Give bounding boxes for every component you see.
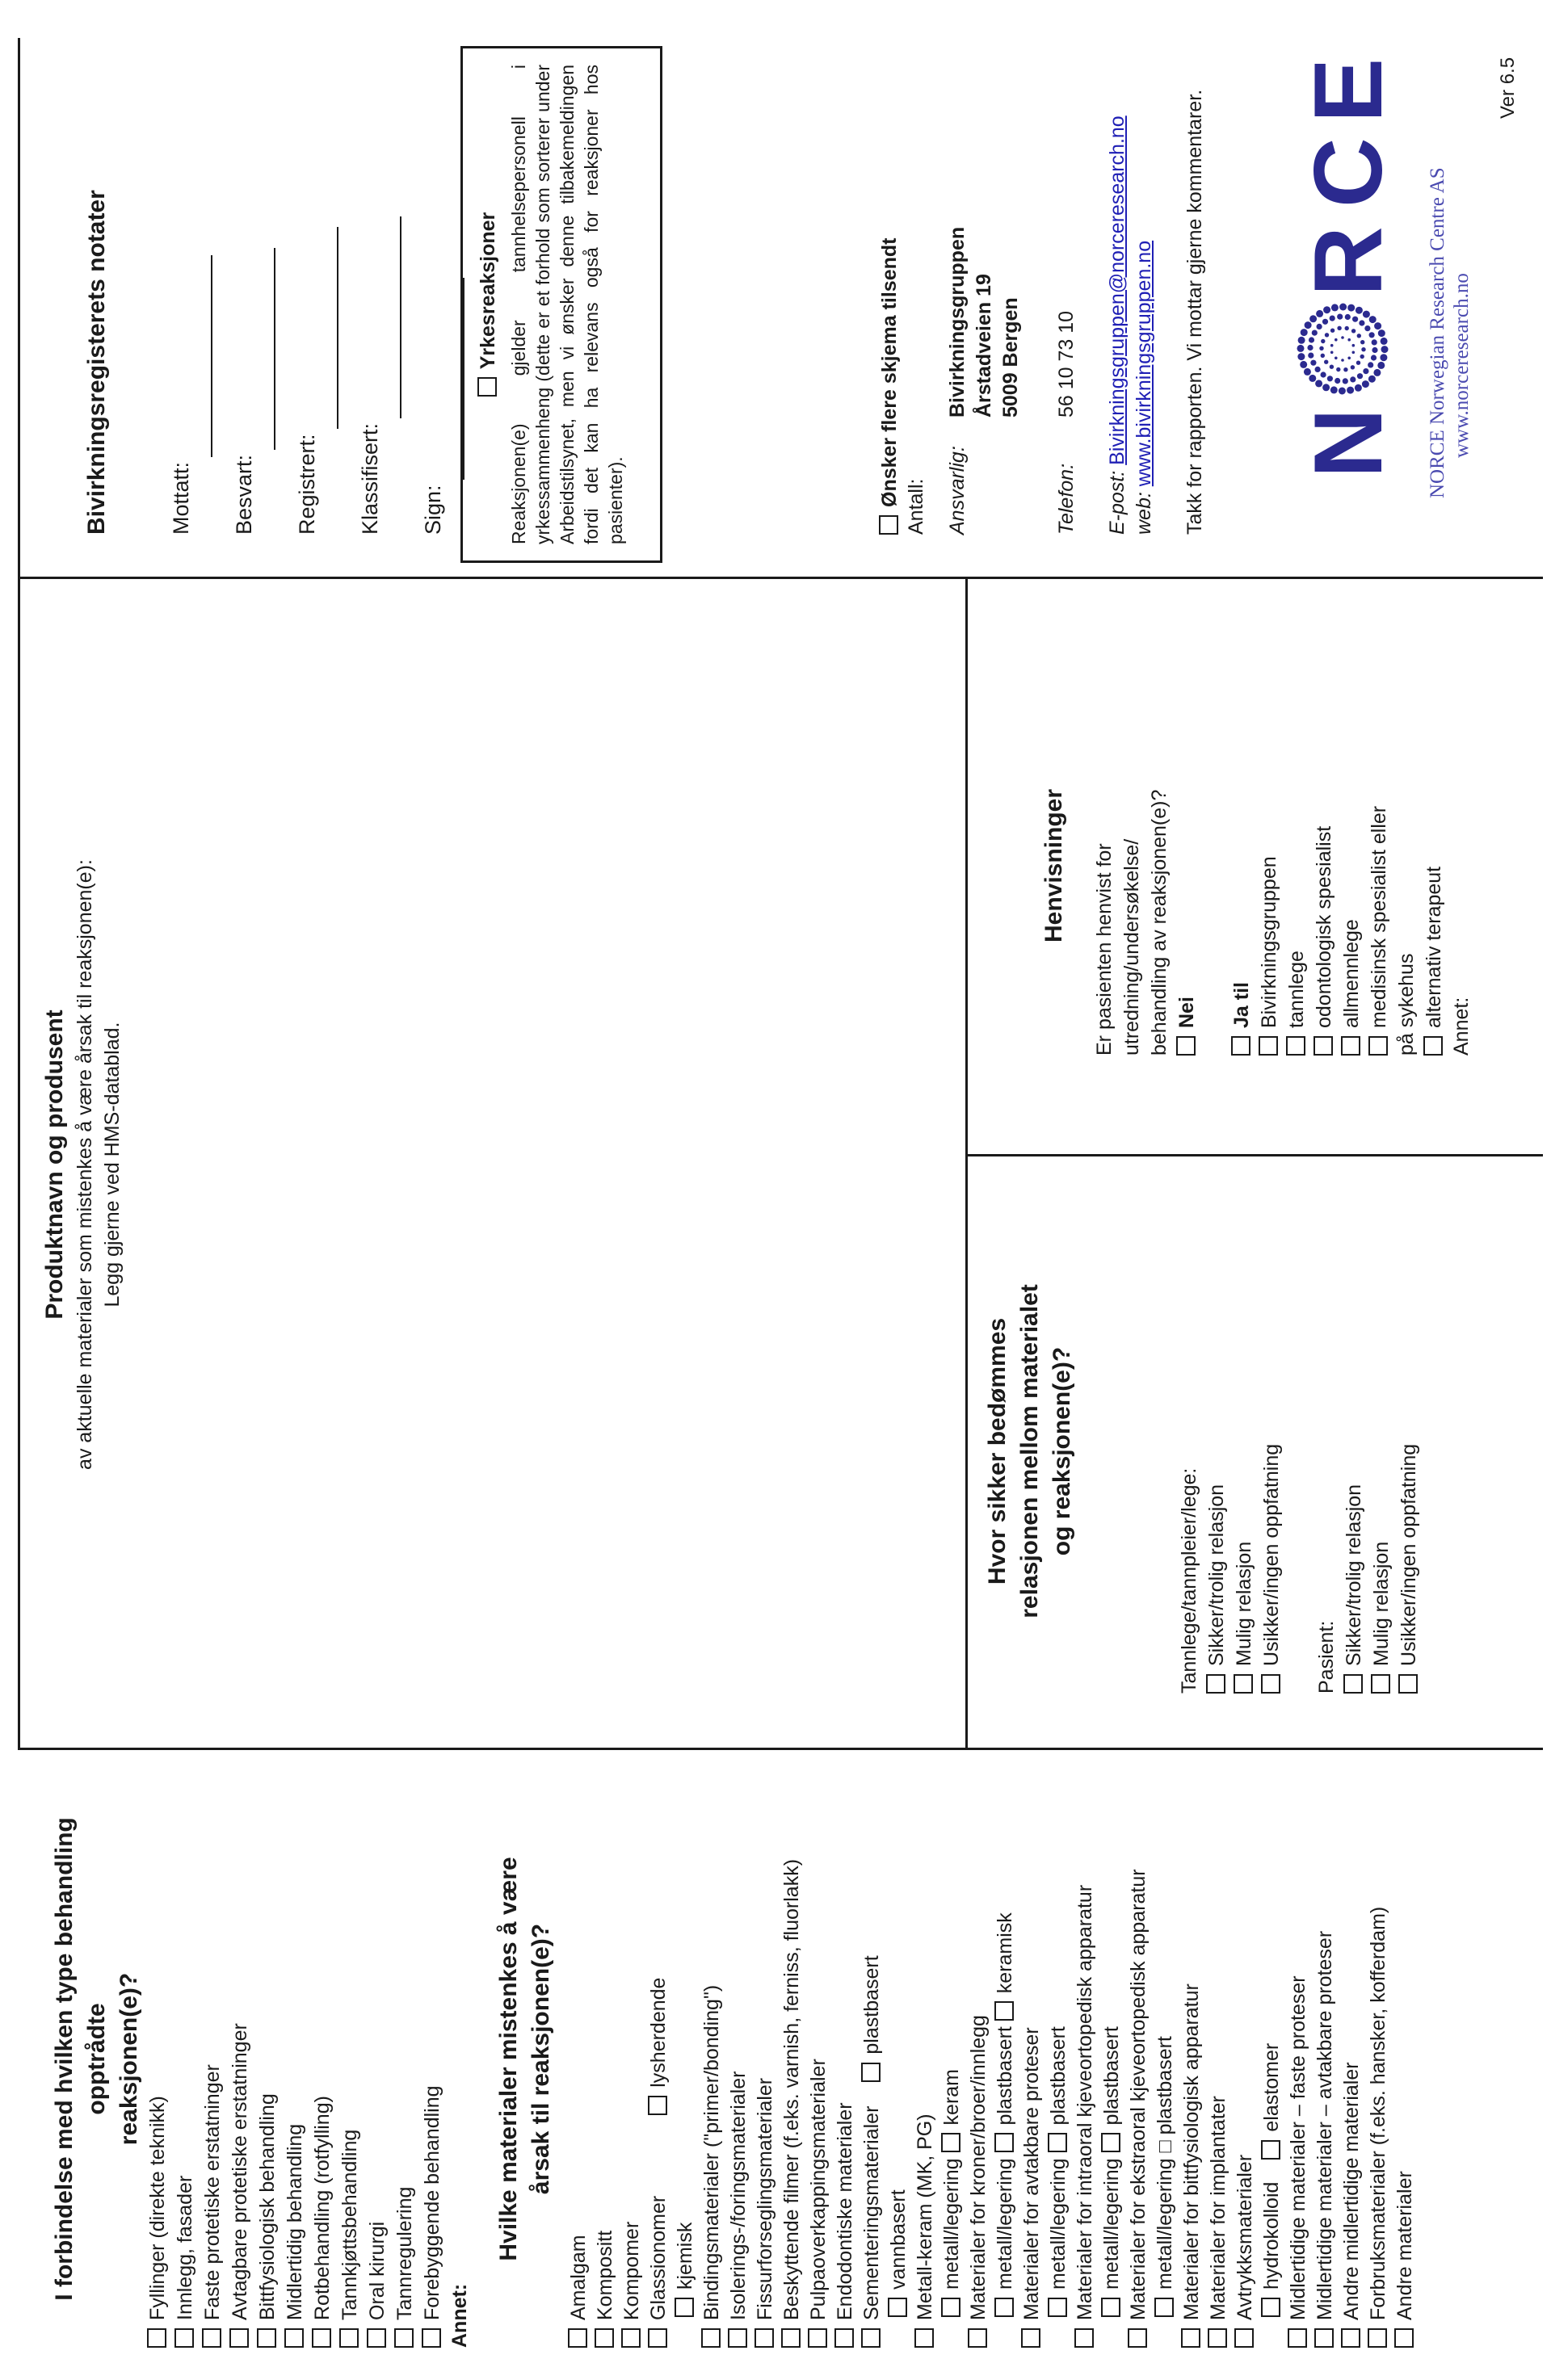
checkbox[interactable]: [879, 515, 898, 535]
list-item[interactable]: Andre materialer: [1392, 1758, 1419, 2348]
fill-line[interactable]: [191, 255, 212, 457]
logo-dot: [1315, 380, 1322, 387]
product-subtitle-2: Legg gjerne ved HMS-datablad.: [101, 1022, 124, 1308]
checkbox[interactable]: [888, 2298, 907, 2317]
logo-dot: [1352, 344, 1356, 347]
list-item[interactable]: Mulig relasjon: [1368, 1177, 1395, 1694]
logo-dot: [1350, 376, 1356, 382]
logo-dot: [1337, 314, 1343, 320]
logo-dot: [1331, 304, 1339, 311]
checkbox[interactable]: [1398, 1674, 1418, 1694]
checkbox[interactable]: [1423, 1036, 1443, 1056]
list-item[interactable]: Isolerings-/foringsmaterialer: [725, 1758, 752, 2348]
list-item[interactable]: medisinsk spesialist eller: [1365, 587, 1393, 1056]
checkbox[interactable]: [1048, 2133, 1067, 2152]
checkbox[interactable]: [941, 2298, 960, 2317]
list-item[interactable]: kjemisk: [672, 1758, 699, 2348]
logo-dot: [1352, 317, 1358, 322]
logo-dot: [1335, 357, 1338, 360]
logo-dot: [1372, 347, 1377, 353]
divider-left: [18, 1748, 1543, 1750]
logo-dot: [1368, 376, 1376, 383]
logo-dot: [1356, 307, 1363, 314]
checkbox[interactable]: [229, 2328, 249, 2348]
logo-dot: [1343, 378, 1348, 384]
logo-dot: [1325, 333, 1329, 337]
registry-fields: [149, 50, 464, 535]
checkbox[interactable]: [914, 2328, 934, 2348]
checkbox[interactable]: [994, 2001, 1014, 2021]
logo-dot: [1336, 367, 1340, 371]
logo-dot: [1316, 310, 1323, 317]
logo-dot: [1380, 354, 1387, 361]
logo-dot: [1373, 369, 1381, 376]
checkbox[interactable]: [781, 2328, 801, 2348]
logo-dot: [1309, 337, 1314, 342]
logo-dot: [1351, 329, 1356, 333]
logo-dot: [1335, 338, 1338, 342]
logo-dot: [1339, 304, 1347, 311]
checkbox[interactable]: [1341, 2328, 1360, 2348]
logo-dot: [1352, 351, 1356, 355]
checkbox[interactable]: [861, 2063, 881, 2082]
checkbox[interactable]: [1371, 1674, 1390, 1694]
checkbox[interactable]: [994, 2298, 1014, 2317]
list-item[interactable]: Usikker/ingen oppfatning: [1395, 1177, 1423, 1694]
logo-dot: [1330, 351, 1334, 355]
checkbox[interactable]: [1021, 2328, 1040, 2348]
product-subtitle: av aktuelle materialer som mistenkes å være årsak til reaksjonen(e):: [74, 859, 96, 1470]
list-item[interactable]: metall/legering plastbasert keramisk: [992, 1758, 1019, 2348]
checkbox[interactable]: [968, 2328, 987, 2348]
logo-dot: [1371, 355, 1377, 360]
logo-dot: [1323, 306, 1330, 313]
list-item[interactable]: Materialer for intraoral kjeveortopedisk apparatur: [1072, 1758, 1099, 2348]
epost-row: E-post: Bivirkningsgruppen@norceresearch.no: [1106, 115, 1129, 535]
version: Ver 6.5: [1497, 57, 1519, 119]
checkbox[interactable]: [1368, 1036, 1388, 1056]
logo-letter: N: [1294, 408, 1398, 478]
logo-dot: [1330, 386, 1338, 393]
list-item[interactable]: Nei: [1173, 587, 1200, 1056]
checkbox[interactable]: [1206, 1674, 1225, 1694]
occupational-box: [460, 46, 662, 563]
checkbox[interactable]: [1341, 1036, 1360, 1056]
logo-dot: [1377, 362, 1385, 369]
fill-line[interactable]: [380, 216, 401, 418]
logo-dot: [1351, 365, 1355, 369]
product-section: [39, 595, 126, 1734]
field-besvart[interactable]: Besvart:: [212, 50, 275, 535]
patient-label: Pasient:: [1315, 1620, 1338, 1694]
company-info: [1426, 46, 1474, 498]
logo-dot: [1374, 322, 1381, 330]
list-item[interactable]: Usikker/ingen oppfatning: [1258, 1177, 1285, 1694]
checkbox[interactable]: [1048, 2298, 1067, 2317]
list-item[interactable]: Avtagbare protetiske erstatninger: [226, 1766, 254, 2348]
middle-divider: [965, 579, 968, 1750]
logo-dot: [1357, 373, 1363, 379]
dentist-label: Tannlege/tannpleier/lege:: [1178, 1467, 1200, 1694]
logo-dot: [1364, 325, 1370, 331]
certainty-title: Hvor sikker bedømmes relasjonen mellom materialet og reaksjonen(e)?: [984, 1284, 1075, 1618]
checkbox[interactable]: [202, 2328, 221, 2348]
list-item[interactable]: Faste protetiske erstatninger: [199, 1766, 226, 2348]
logo-letter: C: [1294, 137, 1398, 208]
logo-dot: [1308, 353, 1314, 359]
checkbox[interactable]: [648, 2328, 667, 2348]
list-item[interactable]: Tannregulering: [391, 1766, 418, 2348]
logo-dot: [1337, 326, 1341, 330]
checkbox[interactable]: [808, 2328, 827, 2348]
checkbox[interactable]: [1261, 1674, 1280, 1694]
checkbox[interactable]: [394, 2328, 414, 2348]
list-item[interactable]: metall/legering plastbasert: [1099, 1758, 1125, 2348]
list-item[interactable]: Mulig relasjon: [1230, 1177, 1258, 1694]
field-klassifisert[interactable]: Klassifisert:: [338, 50, 401, 535]
logo-dot: [1381, 346, 1389, 353]
logo-dot: [1369, 316, 1377, 323]
checkbox[interactable]: [367, 2328, 386, 2348]
checkbox[interactable]: [312, 2328, 331, 2348]
checkbox[interactable]: [1259, 1036, 1278, 1056]
logo-dot: [1322, 384, 1330, 391]
checkbox[interactable]: [1101, 2298, 1120, 2317]
list-item[interactable]: Kompomer: [619, 1758, 645, 2348]
web-row: web: www.bivirkningsgruppen.no: [1133, 240, 1155, 535]
checkbox[interactable]: [648, 2096, 667, 2115]
logo-dot: [1355, 384, 1362, 392]
company-web: www.norceresearch.no: [1451, 273, 1473, 458]
logo-letter: E: [1294, 57, 1398, 123]
logo-dot: [1378, 330, 1385, 337]
logo-dot: [1363, 368, 1368, 374]
list-item[interactable]: Bindingsmaterialer ("primer/bonding"): [699, 1758, 725, 2348]
logo-dot: [1343, 367, 1347, 371]
checkbox[interactable]: [1261, 2298, 1280, 2317]
norce-logo-icon: [1292, 42, 1398, 478]
checkbox[interactable]: [174, 2328, 194, 2348]
list-item[interactable]: hydrokolloidelastomer: [1259, 1758, 1285, 2348]
logo-dot: [1345, 314, 1351, 320]
checkbox[interactable]: [1394, 2328, 1414, 2348]
logo-dot: [1310, 360, 1316, 366]
company-name: NORCE Norwegian Research Centre AS: [1427, 167, 1448, 498]
certainty-dentist: [1175, 1177, 1285, 1694]
middle-vertical-divider: [965, 1154, 1543, 1156]
field-mottatt[interactable]: Mottatt:: [149, 50, 212, 535]
treatment-title: I forbindelse med hvilken type behandling opptrådte reaksjonen(e)?: [51, 1817, 142, 2301]
logo-dot: [1363, 311, 1370, 318]
list-item[interactable]: Tannkjøttsbehandling: [336, 1766, 364, 2348]
checkbox[interactable]: [1343, 1674, 1363, 1694]
checkbox[interactable]: [1288, 2328, 1307, 2348]
checkbox[interactable]: [1234, 2328, 1254, 2348]
list-item[interactable]: Forebyggende behandling: [418, 1766, 446, 2348]
telefon-row: Telefon:56 10 73 10: [1055, 310, 1078, 535]
logo-dot: [1307, 345, 1313, 350]
checkbox[interactable]: [1176, 1036, 1196, 1056]
list-item[interactable]: Endodontiske materialer: [832, 1758, 859, 2348]
logo-dot: [1321, 371, 1326, 377]
logo-dot: [1347, 304, 1355, 312]
checkbox[interactable]: [1128, 2328, 1147, 2348]
list-item[interactable]: Fissurforseglingsmaterialer: [752, 1758, 779, 2348]
checkbox[interactable]: [1261, 2140, 1280, 2160]
list-item[interactable]: Midlertidige materialer – faste proteser: [1285, 1758, 1312, 2348]
logo-dot: [1322, 319, 1328, 325]
materials-list: [565, 1758, 1419, 2348]
list-item[interactable]: Avtrykksmaterialer: [1232, 1758, 1259, 2348]
more-forms[interactable]: Ønsker flere skjema tilsendt: [876, 34, 903, 535]
occupational-heading[interactable]: Yrkesreaksjoner: [474, 65, 502, 544]
list-item[interactable]: Materialer for kroner/broer/innlegg: [965, 1758, 992, 2348]
logo-dot: [1309, 375, 1316, 382]
list-item[interactable]: Sikker/trolig relasjon: [1203, 1177, 1230, 1694]
certainty-patient: [1313, 1177, 1423, 1694]
logo-dot: [1362, 380, 1369, 388]
logo-dot: [1297, 353, 1305, 360]
checkbox[interactable]: [675, 2298, 694, 2317]
list-item[interactable]: Beskyttende filmer (f.eks. varnish, ferniss, fluorlakk): [779, 1758, 805, 2348]
checkbox[interactable]: [728, 2328, 747, 2348]
contact-block: Ønsker flere skjema tilsendt Antall: Ansvarlig:Bivirkningsgruppen Årstadveien 19 5009 Bergen Telefon:56 10 73 10 E-post: Bivirkningsgruppen@norceresearch.no web: www.bivirkningsgruppen.no Takk for rapporten. Vi mottar gjerne kommentarer.: [876, 34, 1208, 535]
logo-letter: R: [1294, 226, 1398, 296]
list-item[interactable]: Materialer for bittfysiologisk apparatur: [1179, 1758, 1205, 2348]
email-link[interactable]: Bivirkningsgruppen@norceresearch.no: [1106, 115, 1129, 465]
checkbox[interactable]: [568, 2328, 587, 2348]
list-item[interactable]: Andre midlertidige materialer: [1339, 1758, 1365, 2348]
fill-line[interactable]: [317, 227, 338, 429]
ansvarlig-row: Ansvarlig:Bivirkningsgruppen: [946, 226, 969, 535]
logo-dot: [1360, 355, 1364, 359]
logo-dot: [1360, 340, 1364, 344]
list-item[interactable]: metall/legering keram: [939, 1758, 965, 2348]
logo-dot: [1339, 388, 1346, 395]
logo-dot: [1341, 336, 1344, 339]
referral-block: Er pasienten henvist for utredning/undersøkelse/ behandling av reaksjonen(e)? Nei Ja til Bivirkningsgruppen tannlege odontologisk spesialist allmennlege medisinsk spesialist eller på sykehus alternativ terapeut Annet:: [1091, 587, 1475, 1056]
logo-dot: [1347, 357, 1351, 360]
list-item[interactable]: Sikker/trolig relasjon: [1340, 1177, 1368, 1694]
logo-dot: [1315, 367, 1321, 372]
checkbox[interactable]: [1234, 1674, 1253, 1694]
logo-dot: [1345, 326, 1349, 330]
list-item[interactable]: Materialer for avtakbare proteser: [1019, 1758, 1045, 2348]
list-item[interactable]: Bivirkningsgruppen: [1255, 587, 1283, 1056]
checkbox[interactable]: [754, 2328, 774, 2348]
logo-dot: [1304, 368, 1311, 376]
checkbox[interactable]: [1074, 2328, 1094, 2348]
checkbox[interactable]: [339, 2328, 359, 2348]
list-item[interactable]: Materialer for ekstraoral kjeveortopedisk apparatur: [1125, 1758, 1152, 2348]
field-registrert[interactable]: Registrert:: [275, 50, 338, 535]
product-title: Produktnavn og produsent: [41, 1010, 68, 1320]
checkbox[interactable]: [595, 2328, 614, 2348]
logo-dot: [1321, 339, 1325, 343]
thanks-text: Takk for rapporten. Vi mottar gjerne kommentarer.: [1183, 89, 1206, 535]
checkbox[interactable]: [1181, 2328, 1200, 2348]
antall: Antall:: [905, 478, 927, 535]
logo-dot: [1330, 365, 1334, 369]
list-item[interactable]: Kompositt: [592, 1758, 619, 2348]
logo-dot: [1357, 334, 1361, 338]
list-item[interactable]: odontologisk spesialist: [1310, 587, 1338, 1056]
other-label: Annet:: [448, 2283, 471, 2348]
logo-dot: [1330, 344, 1334, 347]
list-item[interactable]: vannbasert: [885, 1758, 912, 2348]
norce-logo: [1292, 42, 1398, 478]
checkbox[interactable]: [1101, 2133, 1120, 2152]
checkbox[interactable]: [477, 377, 497, 397]
checkbox[interactable]: [1368, 2328, 1387, 2348]
fill-line[interactable]: [254, 248, 275, 450]
checkbox[interactable]: [1231, 1036, 1250, 1056]
checkbox[interactable]: [422, 2328, 441, 2348]
checkbox[interactable]: [1286, 1036, 1305, 1056]
web-link[interactable]: www.bivirkningsgruppen.no: [1133, 240, 1155, 487]
logo-dot: [1335, 378, 1340, 384]
checkbox[interactable]: [861, 2328, 881, 2348]
list-item[interactable]: Oral kirurgi: [364, 1766, 391, 2348]
checkbox[interactable]: [834, 2328, 854, 2348]
list-item[interactable]: Midlertidig behandling: [281, 1766, 309, 2348]
occupational-text: Reaksjonen(e) gjelder tannhelsepersonell i yrkessammenheng (dette er et forhold som sorterer under Arbeidstilsynet, men vi ønsker denne tilbakemeldingen fordi det kan ha relevans også for reaksjoner hos pasienter).: [508, 65, 626, 544]
logo-dot: [1300, 361, 1307, 368]
logo-dot: [1341, 359, 1344, 362]
divider-right: [18, 577, 1543, 579]
list-item[interactable]: Pulpaoverkappingsmaterialer: [805, 1758, 832, 2348]
checkbox[interactable]: [257, 2328, 276, 2348]
list-item[interactable]: Materialer for implantater: [1205, 1758, 1232, 2348]
registry-title: Bivirkningsregisterets notater: [83, 190, 110, 535]
list-item[interactable]: metall/legering □ plastbasert: [1152, 1758, 1179, 2348]
logo-dot: [1369, 332, 1375, 338]
logo-dot: [1321, 354, 1325, 358]
logo-dot: [1301, 329, 1308, 336]
list-item[interactable]: Rotbehandling (rotfylling): [309, 1766, 336, 2348]
list-item[interactable]: allmennlege: [1338, 587, 1365, 1056]
list-item[interactable]: Forbruksmaterialer (f.eks. hansker, kofferdam): [1365, 1758, 1392, 2348]
logo-dot: [1327, 376, 1333, 381]
logo-dot: [1347, 338, 1351, 342]
list-item[interactable]: metall/legering plastbasert: [1045, 1758, 1072, 2348]
checkbox[interactable]: [1314, 1036, 1333, 1056]
checkbox[interactable]: [994, 2133, 1014, 2152]
logo-dot: [1297, 345, 1305, 352]
list-item[interactable]: Glassionomerlysherdende: [645, 1758, 672, 2348]
treatment-list: [144, 1766, 473, 2348]
logo-dot: [1317, 324, 1322, 330]
logo-dot: [1347, 387, 1354, 394]
logo-dot: [1324, 360, 1328, 364]
list-item[interactable]: Midlertidige materialer – avtakbare proteser: [1312, 1758, 1339, 2348]
list-item[interactable]: Bittfysiologisk behandling: [254, 1766, 281, 2348]
logo-dot: [1356, 361, 1360, 365]
checkbox[interactable]: [1154, 2298, 1174, 2317]
list-item[interactable]: Sementeringsmaterialerplastbasert: [859, 1758, 885, 2348]
logo-dot: [1381, 338, 1388, 345]
logo-dot: [1305, 321, 1312, 329]
checkbox[interactable]: [941, 2133, 960, 2152]
list-item[interactable]: Innlegg, fasader: [171, 1766, 199, 2348]
list-item[interactable]: Metall-keram (MK, PG): [912, 1758, 939, 2348]
logo-dot: [1372, 339, 1377, 345]
logo-dot: [1361, 347, 1365, 351]
list-item[interactable]: Amalgam: [565, 1758, 592, 2348]
logo-dot: [1298, 337, 1305, 344]
checkbox[interactable]: [621, 2328, 641, 2348]
checkbox[interactable]: [147, 2328, 166, 2348]
logo-dot: [1359, 320, 1364, 325]
logo-dot: [1368, 362, 1373, 367]
referral-title: Henvisninger: [1040, 788, 1067, 943]
checkbox[interactable]: [1314, 2328, 1334, 2348]
top-border: [18, 38, 20, 1750]
referral-other: Annet:: [1450, 997, 1473, 1056]
logo-dot: [1330, 329, 1335, 333]
list-item[interactable]: Ja til: [1228, 587, 1255, 1056]
logo-dot: [1312, 330, 1318, 336]
logo-dot: [1330, 316, 1335, 321]
checkbox[interactable]: [1208, 2328, 1227, 2348]
logo-dot: [1319, 346, 1323, 350]
list-item[interactable]: Fyllinger (direkte teknikk): [144, 1766, 171, 2348]
treatment-section: [48, 1762, 145, 2356]
logo-dot: [1309, 315, 1317, 322]
field-sign[interactable]: Sign:: [401, 50, 464, 535]
list-item[interactable]: alternativ terapeut: [1420, 587, 1448, 1056]
checkbox[interactable]: [284, 2328, 304, 2348]
list-item[interactable]: tannlege: [1283, 587, 1310, 1056]
checkbox[interactable]: [701, 2328, 721, 2348]
materials-title: Hvilke materialer mistenkes å være årsak til reaksjonen(e)?: [495, 1857, 554, 2261]
